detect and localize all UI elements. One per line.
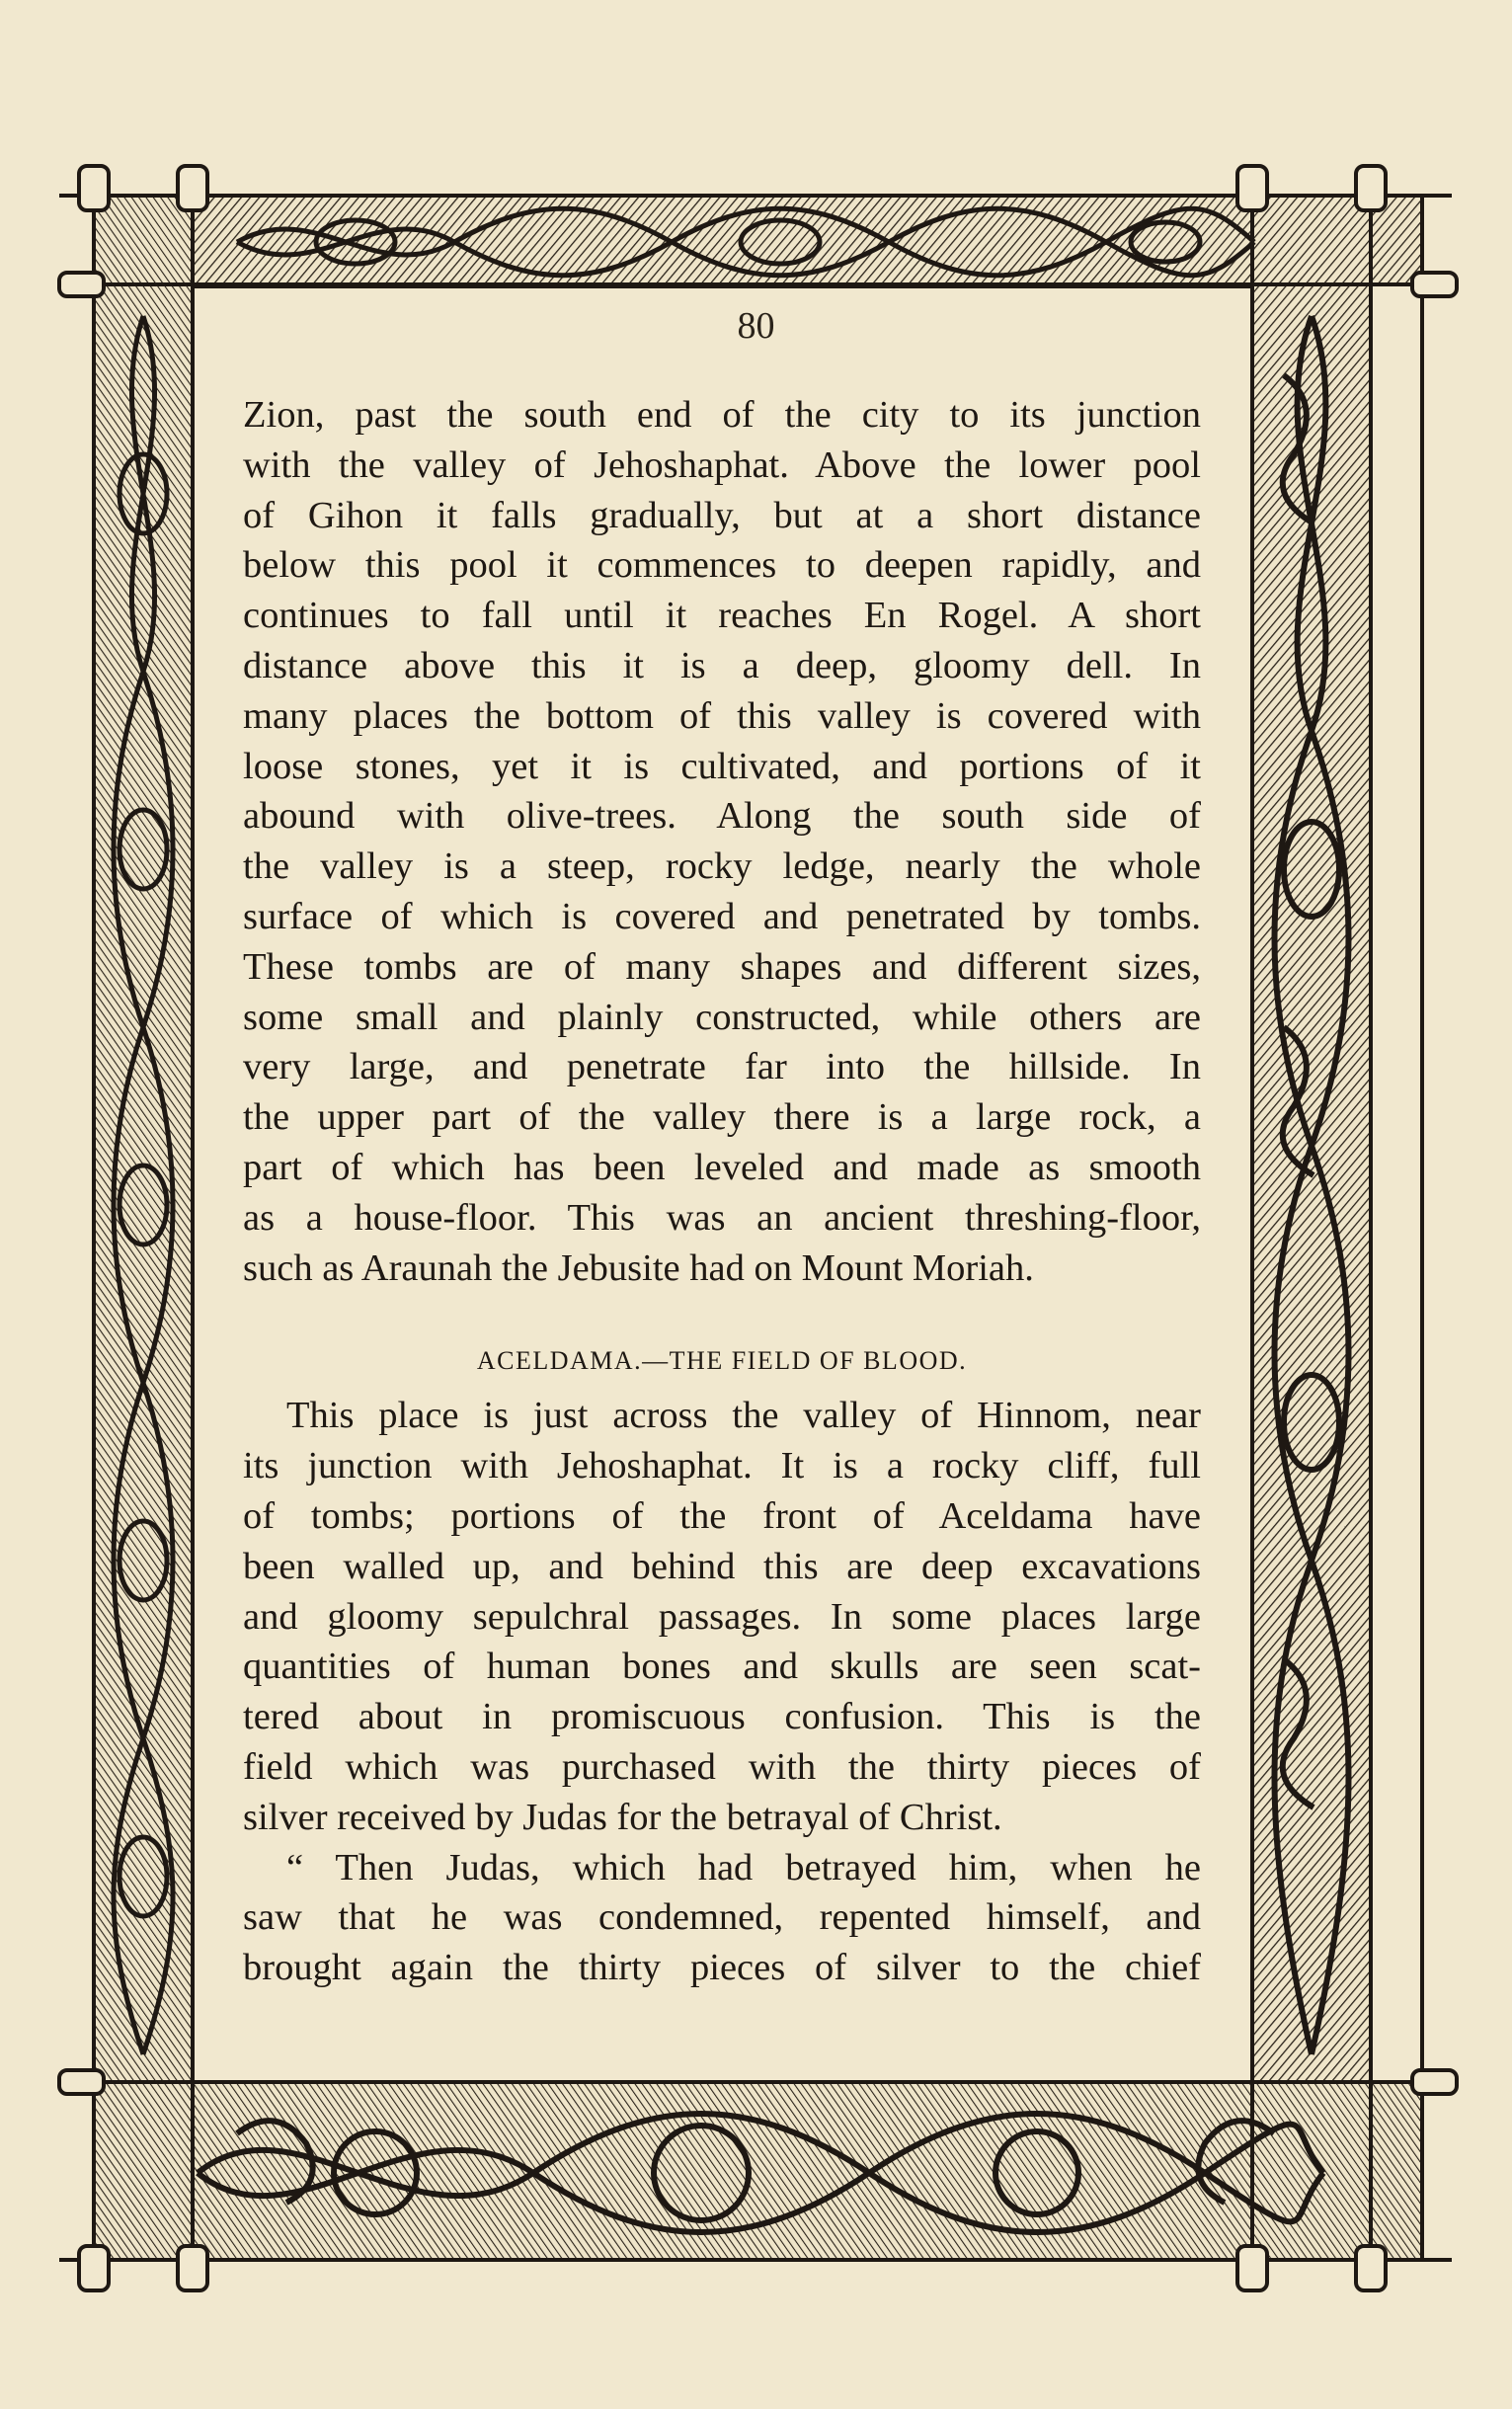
- text-line: Zion, past the south end of the city to its junction: [243, 394, 1201, 436]
- page-body: [243, 390, 1201, 1993]
- text-line: below this pool it commences to deepen rapidly, and: [243, 544, 1201, 587]
- text-line: quantities of human bones and skulls are seen scat-: [243, 1646, 1201, 1688]
- text-line: part of which has been leveled and made as smooth: [243, 1146, 1201, 1188]
- text-line: surface of which is covered and penetrated by tombs.: [243, 895, 1201, 937]
- text-line: with the valley of Jehoshaphat. Above the lower pool: [243, 443, 1201, 486]
- text-line: distance above this it is a deep, gloomy dell. In: [243, 644, 1201, 686]
- text-line: abound with olive-trees. Along the south side of: [243, 795, 1201, 838]
- text-line: the upper part of the valley there is a large rock, a: [243, 1096, 1201, 1139]
- paragraph-3: [243, 1843, 1201, 1993]
- text-line: some small and plainly constructed, while others are: [243, 996, 1201, 1038]
- text-line: continues to fall until it reaches En Rogel. A short: [243, 595, 1201, 637]
- text-line: silver received by Judas for the betrayal of Christ.: [243, 1796, 1002, 1838]
- text-line: This place is just across the valley of Hinnom, near: [286, 1395, 1201, 1437]
- text-line: of tombs; portions of the front of Aceldama have: [243, 1494, 1201, 1537]
- text-line: tered about in promiscuous confusion. This is the: [243, 1696, 1201, 1738]
- paragraph-1: [243, 390, 1201, 1293]
- page-number: 80: [737, 305, 775, 347]
- text-line: many places the bottom of this valley is covered with: [243, 694, 1201, 737]
- text-line: brought again the thirty pieces of silver to the chief: [243, 1947, 1201, 1989]
- text-line: as a house-floor. This was an ancient threshing-floor,: [243, 1196, 1201, 1239]
- text-line: such as Araunah the Jebusite had on Mount Moriah.: [243, 1246, 1034, 1289]
- paragraph-2: [243, 1391, 1201, 1842]
- section-heading: ACELDAMA.—THE FIELD OF BLOOD.: [476, 1346, 968, 1376]
- text-line: its junction with Jehoshaphat. It is a rocky cliff, full: [243, 1445, 1201, 1487]
- text-line: These tombs are of many shapes and different sizes,: [243, 945, 1201, 988]
- text-line: “ Then Judas, which had betrayed him, when he: [286, 1846, 1201, 1888]
- bottom-border-band: [94, 2082, 1422, 2260]
- text-line: the valley is a steep, rocky ledge, nearly the whole: [243, 845, 1201, 888]
- text-line: of Gihon it falls gradually, but at a short distance: [243, 494, 1201, 536]
- text-line: field which was purchased with the thirty pieces of: [243, 1745, 1201, 1788]
- text-line: saw that he was condemned, repented himself, and: [243, 1896, 1201, 1939]
- text-line: very large, and penetrate far into the hillside. In: [243, 1046, 1201, 1088]
- text-line: loose stones, yet it is cultivated, and portions of it: [243, 745, 1201, 787]
- text-line: and gloomy sepulchral passages. In some places large: [243, 1595, 1201, 1638]
- text-line: been walled up, and behind this are deep excavations: [243, 1545, 1201, 1587]
